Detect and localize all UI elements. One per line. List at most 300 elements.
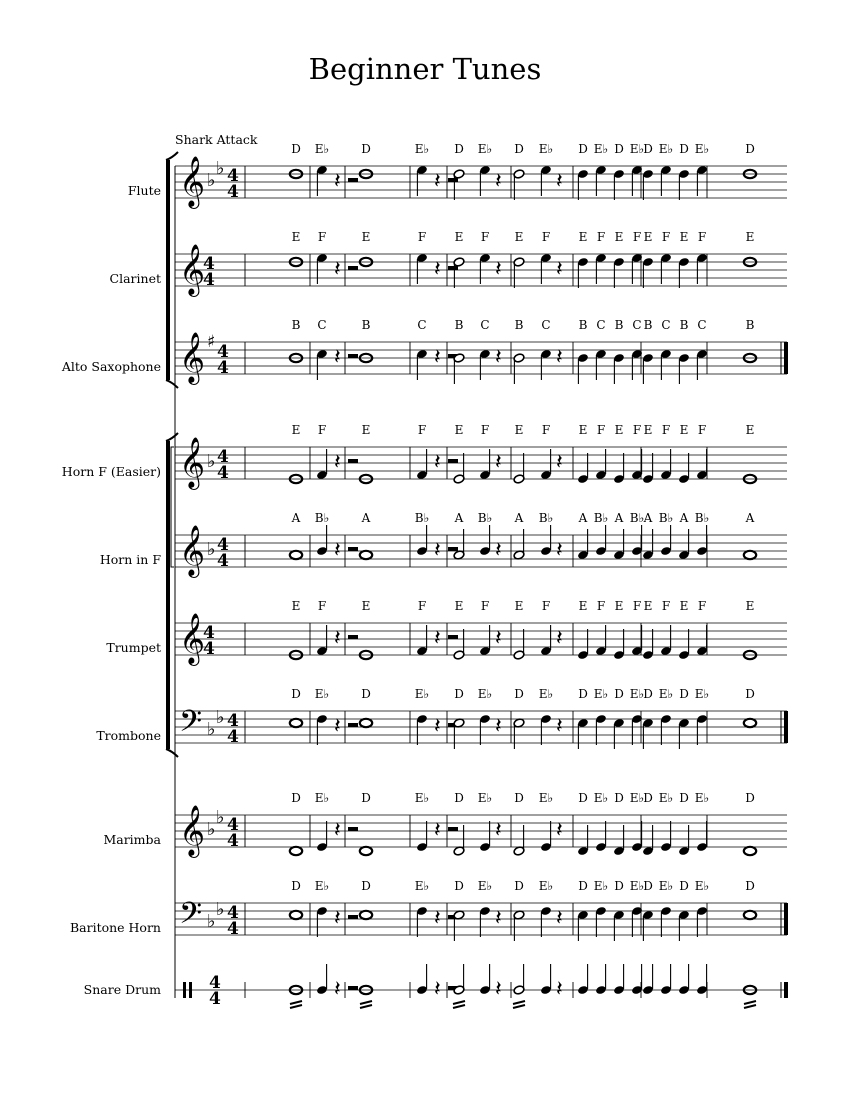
staff-6 <box>175 687 788 749</box>
chord-name: E <box>745 423 755 437</box>
quarter-rest: 𝄽 <box>334 714 341 739</box>
half-rest <box>348 547 358 551</box>
flat-sign: ♭ <box>207 911 216 932</box>
quarter-rest: 𝄽 <box>495 257 502 282</box>
chord-name: D <box>679 687 689 701</box>
half-rest <box>348 266 358 270</box>
percussion-clef-bar <box>189 982 192 998</box>
whole-note <box>744 911 756 919</box>
chord-name: C <box>596 318 606 332</box>
chord-name: D <box>454 791 464 805</box>
half-rest <box>348 178 358 182</box>
instrument-name: Alto Saxophone <box>61 359 161 374</box>
chord-name: D <box>514 142 524 156</box>
chord-name: B <box>578 318 588 332</box>
half-rest <box>448 178 458 182</box>
final-barline-thick <box>784 711 788 743</box>
quarter-rest: 𝄽 <box>495 626 502 651</box>
final-barline-thick <box>784 342 788 374</box>
time-signature-top: 4 <box>227 166 239 186</box>
half-rest <box>448 266 458 270</box>
quarter-rest: 𝄽 <box>334 257 341 282</box>
chord-name: A <box>361 511 371 525</box>
chord-name: F <box>632 423 642 437</box>
chord-name: E <box>745 230 755 244</box>
quarter-rest: 𝄽 <box>556 450 563 475</box>
chord-name: F <box>541 423 551 437</box>
chord-name: D <box>361 791 371 805</box>
chord-name: E♭ <box>629 791 645 805</box>
whole-note <box>290 847 302 855</box>
chord-name: E♭ <box>414 687 430 701</box>
chord-name: E <box>291 599 301 613</box>
quarter-rest: 𝄽 <box>334 906 341 931</box>
half-rest <box>348 915 358 919</box>
time-signature-top: 4 <box>217 535 229 555</box>
chord-name: D <box>679 142 689 156</box>
chord-name: D <box>643 879 653 893</box>
quarter-rest: 𝄽 <box>334 345 341 370</box>
chord-name: E <box>361 230 371 244</box>
chord-name: E♭ <box>658 791 674 805</box>
chord-name: B <box>643 318 653 332</box>
chord-name: F <box>596 230 606 244</box>
chord-name: E♭ <box>538 879 554 893</box>
tremolo-slash <box>360 1001 372 1004</box>
chord-name: D <box>454 879 464 893</box>
chord-name: A <box>643 511 653 525</box>
time-signature-top: 4 <box>227 711 239 731</box>
time-signature-bottom: 4 <box>227 831 239 851</box>
quarter-rest: 𝄽 <box>556 626 563 651</box>
flat-sign: ♭ <box>216 807 225 828</box>
time-signature-top: 4 <box>217 342 229 362</box>
flat-sign: ♭ <box>207 719 216 740</box>
time-signature-top: 4 <box>209 973 221 993</box>
chord-name: E♭ <box>658 687 674 701</box>
chord-name: A <box>745 511 755 525</box>
piece-subtitle: Shark Attack <box>175 132 258 147</box>
tremolo-slash <box>744 1005 756 1008</box>
chord-name: E♭ <box>314 142 330 156</box>
tremolo-slash <box>513 1005 525 1008</box>
chord-name: F <box>661 230 671 244</box>
chord-name: E <box>514 599 524 613</box>
half-rest <box>348 827 358 831</box>
time-signature-bottom: 4 <box>217 551 229 571</box>
chord-name: E <box>361 423 371 437</box>
quarter-rest: 𝄽 <box>434 818 441 843</box>
woodwinds-bracket <box>166 160 170 380</box>
chord-name: F <box>417 230 427 244</box>
quarter-rest: 𝄽 <box>434 169 441 194</box>
chord-name: E <box>454 423 464 437</box>
quarter-rest: 𝄽 <box>495 906 502 931</box>
quarter-rest: 𝄽 <box>334 450 341 475</box>
chord-name: B <box>291 318 301 332</box>
chord-name: B <box>454 318 464 332</box>
quarter-rest: 𝄽 <box>495 977 502 1002</box>
treble-clef: 𝄞 <box>179 332 206 383</box>
chord-name: F <box>317 230 327 244</box>
treble-clef: 𝄞 <box>179 156 206 207</box>
staff-3 <box>175 423 787 490</box>
whole-note <box>360 551 372 559</box>
quarter-rest: 𝄽 <box>556 714 563 739</box>
staff-5 <box>175 599 787 666</box>
time-signature-top: 4 <box>227 815 239 835</box>
chord-name: A <box>514 511 524 525</box>
time-signature-bottom: 4 <box>227 727 239 747</box>
half-rest <box>448 547 458 551</box>
flat-sign: ♭ <box>207 451 216 472</box>
chord-name: E <box>643 599 653 613</box>
chord-name: B <box>514 318 524 332</box>
time-signature-bottom: 4 <box>227 919 239 939</box>
snare-staff <box>175 964 788 1009</box>
quarter-rest: 𝄽 <box>434 977 441 1002</box>
chord-name: D <box>291 791 301 805</box>
chord-name: D <box>361 142 371 156</box>
quarter-rest: 𝄽 <box>334 538 341 563</box>
whole-note <box>744 551 756 559</box>
chord-name: C <box>317 318 327 332</box>
chord-name: D <box>614 879 624 893</box>
chord-name: D <box>745 687 755 701</box>
staff-2 <box>175 318 788 385</box>
chord-name: F <box>541 599 551 613</box>
tremolo-slash <box>290 1005 302 1008</box>
chord-name: E <box>643 230 653 244</box>
chord-name: F <box>661 423 671 437</box>
chord-name: A <box>578 511 588 525</box>
treble-clef: 𝄞 <box>179 244 206 295</box>
tremolo-slash <box>453 1001 465 1004</box>
chord-name: E <box>614 423 624 437</box>
chord-name: F <box>697 423 707 437</box>
chord-name: E <box>454 599 464 613</box>
chord-name: E♭ <box>414 879 430 893</box>
chord-name: B♭ <box>593 511 609 525</box>
chord-name: E♭ <box>477 142 493 156</box>
quarter-rest: 𝄽 <box>556 977 563 1002</box>
chord-name: E♭ <box>314 687 330 701</box>
quarter-rest: 𝄽 <box>495 818 502 843</box>
chord-name: D <box>643 791 653 805</box>
chord-name: F <box>661 599 671 613</box>
half-rest <box>448 827 458 831</box>
instrument-name: Horn in F <box>99 552 161 567</box>
chord-name: E <box>679 230 689 244</box>
whole-note <box>360 719 372 727</box>
quarter-rest: 𝄽 <box>434 450 441 475</box>
chord-name: D <box>745 142 755 156</box>
chord-name: E♭ <box>658 142 674 156</box>
chord-name: E <box>454 230 464 244</box>
time-signature-bottom: 4 <box>217 463 229 483</box>
instrument-name: Horn F (Easier) <box>61 464 161 479</box>
chord-name: E♭ <box>538 791 554 805</box>
quarter-rest: 𝄽 <box>334 626 341 651</box>
chord-name: D <box>361 879 371 893</box>
tremolo-slash <box>513 1001 525 1004</box>
treble-clef: 𝄞 <box>179 613 206 664</box>
quarter-rest: 𝄽 <box>495 169 502 194</box>
chord-name: E <box>745 599 755 613</box>
horn-subbracket <box>171 447 174 567</box>
whole-note <box>360 847 372 855</box>
chord-name: F <box>417 599 427 613</box>
chord-name: B♭ <box>414 511 430 525</box>
time-signature-bottom: 4 <box>203 270 215 290</box>
half-rest <box>348 986 358 990</box>
chord-name: A <box>614 511 624 525</box>
chord-name: E♭ <box>477 687 493 701</box>
bass-clef: 𝄢 <box>179 897 203 938</box>
quarter-rest: 𝄽 <box>556 538 563 563</box>
chord-name: F <box>480 423 490 437</box>
time-signature-bottom: 4 <box>209 989 221 1009</box>
chord-name: F <box>697 230 707 244</box>
quarter-rest: 𝄽 <box>495 714 502 739</box>
chord-name: F <box>317 599 327 613</box>
chord-name: D <box>614 687 624 701</box>
half-rest <box>348 459 358 463</box>
staff-0 <box>175 142 787 209</box>
whole-note <box>290 911 302 919</box>
chord-name: B♭ <box>314 511 330 525</box>
chord-name: B <box>679 318 689 332</box>
instrument-name: Trombone <box>96 728 161 743</box>
instrument-name: Clarinet <box>109 271 161 286</box>
brass-bracket <box>166 441 170 749</box>
chord-name: E♭ <box>629 879 645 893</box>
chord-name: E♭ <box>694 879 710 893</box>
treble-clef: 𝄞 <box>179 437 206 488</box>
chord-name: D <box>578 142 588 156</box>
time-signature-top: 4 <box>217 447 229 467</box>
chord-name: C <box>417 318 427 332</box>
chord-name: E <box>291 423 301 437</box>
half-rest <box>348 635 358 639</box>
brass-bracket-bottom <box>166 749 178 757</box>
quarter-rest: 𝄽 <box>495 345 502 370</box>
time-signature-bottom: 4 <box>217 358 229 378</box>
chord-name: C <box>632 318 642 332</box>
half-rest <box>448 459 458 463</box>
quarter-rest: 𝄽 <box>556 257 563 282</box>
chord-name: F <box>632 230 642 244</box>
percussion-clef-bar <box>183 982 186 998</box>
whole-note <box>744 847 756 855</box>
chord-name: D <box>614 791 624 805</box>
final-barline-thick <box>784 903 788 935</box>
chord-name: D <box>643 142 653 156</box>
chord-name: E <box>514 230 524 244</box>
bass-clef: 𝄢 <box>179 705 203 746</box>
chord-name: E♭ <box>629 142 645 156</box>
chord-name: B♭ <box>658 511 674 525</box>
chord-name: B♭ <box>694 511 710 525</box>
chord-name: D <box>514 879 524 893</box>
chord-name: E <box>361 599 371 613</box>
chord-name: E♭ <box>538 142 554 156</box>
chord-name: B♭ <box>538 511 554 525</box>
half-rest <box>348 354 358 358</box>
staff-8 <box>175 879 788 941</box>
time-signature-top: 4 <box>227 903 239 923</box>
treble-clef: 𝄞 <box>179 805 206 856</box>
chord-name: D <box>454 687 464 701</box>
chord-name: F <box>632 599 642 613</box>
quarter-rest: 𝄽 <box>434 714 441 739</box>
chord-name: A <box>291 511 301 525</box>
chord-name: F <box>596 599 606 613</box>
sharp-sign: ♯ <box>207 332 216 352</box>
quarter-rest: 𝄽 <box>556 818 563 843</box>
chord-name: E♭ <box>694 791 710 805</box>
chord-name: D <box>745 791 755 805</box>
whole-note <box>744 719 756 727</box>
chord-name: C <box>661 318 671 332</box>
instrument-name: Baritone Horn <box>69 920 161 935</box>
quarter-rest: 𝄽 <box>556 906 563 931</box>
tremolo-slash <box>360 1005 372 1008</box>
chord-name: E♭ <box>658 879 674 893</box>
chord-name: E♭ <box>314 791 330 805</box>
quarter-rest: 𝄽 <box>434 906 441 931</box>
chord-name: D <box>361 687 371 701</box>
tremolo-slash <box>453 1005 465 1008</box>
whole-note <box>290 551 302 559</box>
chord-name: D <box>614 142 624 156</box>
quarter-rest: 𝄽 <box>434 538 441 563</box>
quarter-rest: 𝄽 <box>434 257 441 282</box>
quarter-rest: 𝄽 <box>334 977 341 1002</box>
chord-name: E♭ <box>477 791 493 805</box>
chord-name: C <box>541 318 551 332</box>
chord-name: E <box>614 230 624 244</box>
quarter-rest: 𝄽 <box>334 818 341 843</box>
chord-name: C <box>697 318 707 332</box>
chord-name: D <box>514 687 524 701</box>
flat-sign: ♭ <box>207 539 216 560</box>
staff-1 <box>175 230 787 297</box>
chord-name: F <box>480 230 490 244</box>
staff-7 <box>175 791 787 858</box>
quarter-rest: 𝄽 <box>434 626 441 651</box>
chord-name: B♭ <box>629 511 645 525</box>
chord-name: D <box>578 791 588 805</box>
chord-name: E <box>614 599 624 613</box>
flat-sign: ♭ <box>216 158 225 179</box>
instrument-name: Trumpet <box>106 640 161 655</box>
score-title: Beginner Tunes <box>308 52 542 86</box>
chord-name: F <box>317 423 327 437</box>
chord-name: F <box>541 230 551 244</box>
woodwinds-bracket-bottom <box>166 380 178 388</box>
chord-name: C <box>480 318 490 332</box>
chord-name: F <box>697 599 707 613</box>
brass-bracket-top <box>166 433 178 441</box>
staff-4 <box>175 511 787 578</box>
quarter-rest: 𝄽 <box>495 538 502 563</box>
chord-name: D <box>679 879 689 893</box>
chord-name: B <box>614 318 624 332</box>
instrument-name: Flute <box>127 183 161 198</box>
chord-name: D <box>643 687 653 701</box>
woodwinds-bracket-top <box>166 152 178 160</box>
tremolo-slash <box>290 1001 302 1004</box>
chord-name: E♭ <box>538 687 554 701</box>
chord-name: E <box>679 599 689 613</box>
chord-name: F <box>417 423 427 437</box>
chord-name: E♭ <box>593 791 609 805</box>
quarter-rest: 𝄽 <box>334 169 341 194</box>
chord-name: F <box>480 599 490 613</box>
time-signature-top: 4 <box>203 254 215 274</box>
chord-name: E♭ <box>593 142 609 156</box>
chord-name: D <box>454 142 464 156</box>
chord-name: B <box>745 318 755 332</box>
chord-name: F <box>596 423 606 437</box>
chord-name: D <box>578 687 588 701</box>
chord-name: E♭ <box>593 687 609 701</box>
quarter-rest: 𝄽 <box>495 450 502 475</box>
chord-name: E <box>514 423 524 437</box>
chord-name: D <box>514 791 524 805</box>
treble-clef: 𝄞 <box>179 525 206 576</box>
chord-name: E♭ <box>414 791 430 805</box>
quarter-rest: 𝄽 <box>556 169 563 194</box>
time-signature-bottom: 4 <box>203 639 215 659</box>
chord-name: E <box>578 423 588 437</box>
half-rest <box>348 723 358 727</box>
quarter-rest: 𝄽 <box>434 345 441 370</box>
chord-name: E♭ <box>414 142 430 156</box>
chord-name: E <box>578 230 588 244</box>
chord-name: E♭ <box>694 142 710 156</box>
instrument-name: Snare Drum <box>83 982 161 997</box>
chord-name: D <box>578 879 588 893</box>
quarter-rest: 𝄽 <box>556 345 563 370</box>
flat-sign: ♭ <box>207 819 216 840</box>
flat-sign: ♭ <box>216 707 225 728</box>
chord-name: A <box>454 511 464 525</box>
final-barline-thick <box>784 982 788 998</box>
chord-name: E♭ <box>314 879 330 893</box>
tremolo-slash <box>744 1001 756 1004</box>
whole-note <box>290 719 302 727</box>
chord-name: E♭ <box>629 687 645 701</box>
chord-name: E♭ <box>477 879 493 893</box>
chord-name: E <box>643 423 653 437</box>
chord-name: D <box>745 879 755 893</box>
chord-name: E <box>291 230 301 244</box>
time-signature-bottom: 4 <box>227 182 239 202</box>
chord-name: B♭ <box>477 511 493 525</box>
chord-name: E <box>679 423 689 437</box>
flat-sign: ♭ <box>216 899 225 920</box>
chord-name: D <box>291 687 301 701</box>
instrument-name: Marimba <box>103 832 161 847</box>
chord-name: A <box>679 511 689 525</box>
chord-name: E♭ <box>694 687 710 701</box>
chord-name: B <box>361 318 371 332</box>
whole-note <box>360 911 372 919</box>
chord-name: E♭ <box>593 879 609 893</box>
flat-sign: ♭ <box>207 170 216 191</box>
